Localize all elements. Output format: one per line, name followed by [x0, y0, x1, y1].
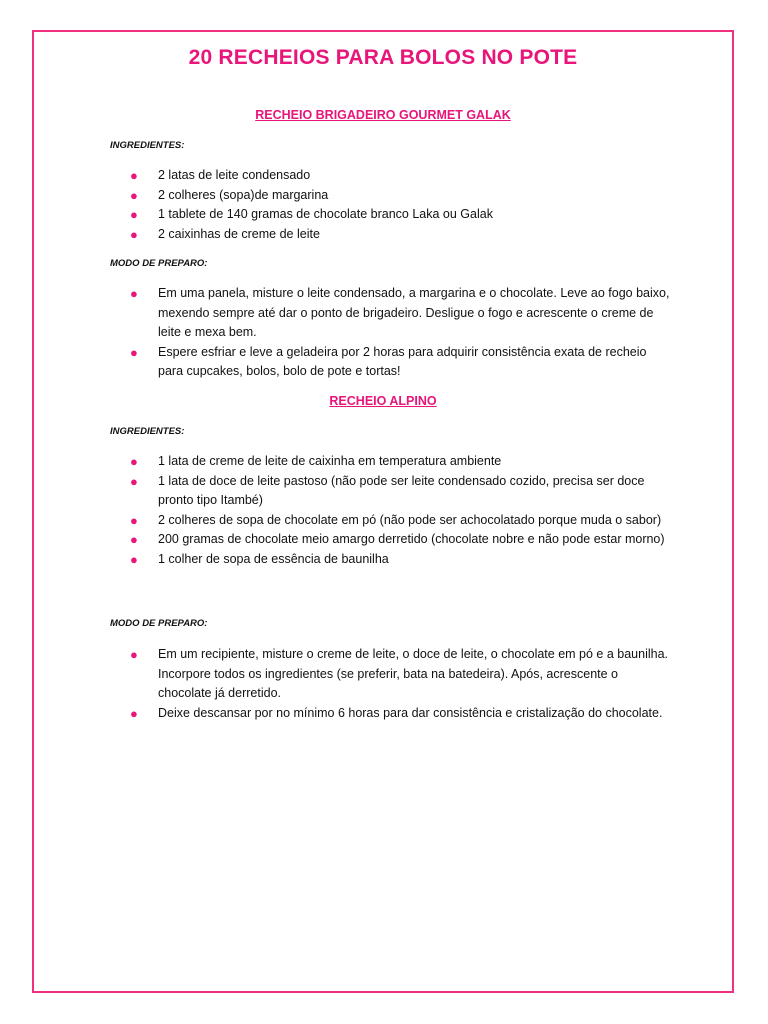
list-item: ● 2 colheres (sopa)de margarina	[130, 186, 670, 206]
document-page	[32, 30, 734, 993]
pink-bullet-icon: ●	[130, 207, 138, 222]
pink-bullet-icon: ●	[130, 344, 138, 360]
list-item: ● Em uma panela, misture o leite condensado, a margarina e o chocolate. Leve ao fogo baixo, mexendo sempre até dar o ponto de brigadeiro. Desligue o fogo e acrescente o creme de leite e mexa bem.	[130, 286, 670, 339]
method-label: MODO DE PREPARO:	[110, 258, 208, 269]
list-item: ● 200 gramas de chocolate meio amargo derretido (chocolate nobre e não pode estar morno)	[130, 530, 670, 550]
pink-bullet-icon: ●	[130, 454, 138, 469]
method-label: MODO DE PREPARO:	[110, 618, 208, 629]
pink-bullet-icon: ●	[130, 551, 138, 567]
list-item: ● 1 tablete de 140 gramas de chocolate branco Laka ou Galak	[130, 205, 670, 225]
document-title: 20 RECHEIOS PARA BOLOS NO POTE	[188, 46, 578, 69]
pink-bullet-icon: ●	[130, 532, 138, 547]
pink-bullet-icon: ●	[130, 705, 138, 721]
recipe-heading-brigadeiro: RECHEIO BRIGADEIRO GOURMET GALAK	[255, 108, 511, 122]
list-item: ● 2 latas de leite condensado	[130, 166, 670, 186]
method-list-brigadeiro	[130, 284, 670, 382]
recipe-heading-alpino: RECHEIO ALPINO	[329, 394, 437, 408]
list-item: ● 1 colher de sopa de essência de baunilha	[130, 550, 670, 570]
method-list-alpino	[130, 645, 670, 723]
ingredients-label: INGREDIENTES:	[110, 426, 185, 437]
ingredients-label: INGREDIENTES:	[110, 140, 185, 151]
list-item: ● 1 lata de creme de leite de caixinha em temperatura ambiente	[130, 452, 670, 472]
pink-bullet-icon: ●	[130, 226, 138, 242]
pink-bullet-icon: ●	[130, 168, 138, 183]
list-item: ● Espere esfriar e leve a geladeira por 2 horas para adquirir consistência exata de recheio para cupcakes, bolos, bolo de pote e tortas!	[130, 344, 647, 378]
list-item: ● Em um recipiente, misture o creme de leite, o doce de leite, o chocolate em pó e a baunilha. Incorpore todos os ingredientes (se preferir, bata na batedeira). Após, acrescente o chocolate já derretido.	[130, 647, 669, 700]
ingredients-list-brigadeiro	[130, 166, 670, 244]
pink-bullet-icon: ●	[130, 286, 138, 301]
ingredients-list-alpino	[130, 452, 670, 569]
pink-bullet-icon: ●	[130, 187, 138, 203]
pink-bullet-icon: ●	[130, 512, 138, 528]
list-item: ● Deixe descansar por no mínimo 6 horas para dar consistência e cristalização do chocolate.	[130, 704, 670, 724]
list-item: ● 2 caixinhas de creme de leite	[130, 225, 670, 245]
pink-bullet-icon: ●	[130, 647, 138, 662]
list-item: ● 1 lata de doce de leite pastoso (não pode ser leite condensado cozido, precisa ser doce pronto tipo Itambé)	[130, 473, 645, 507]
pink-bullet-icon: ●	[130, 473, 138, 489]
list-item: ● 2 colheres de sopa de chocolate em pó (não pode ser achocolatado porque muda o sabor)	[130, 511, 670, 531]
